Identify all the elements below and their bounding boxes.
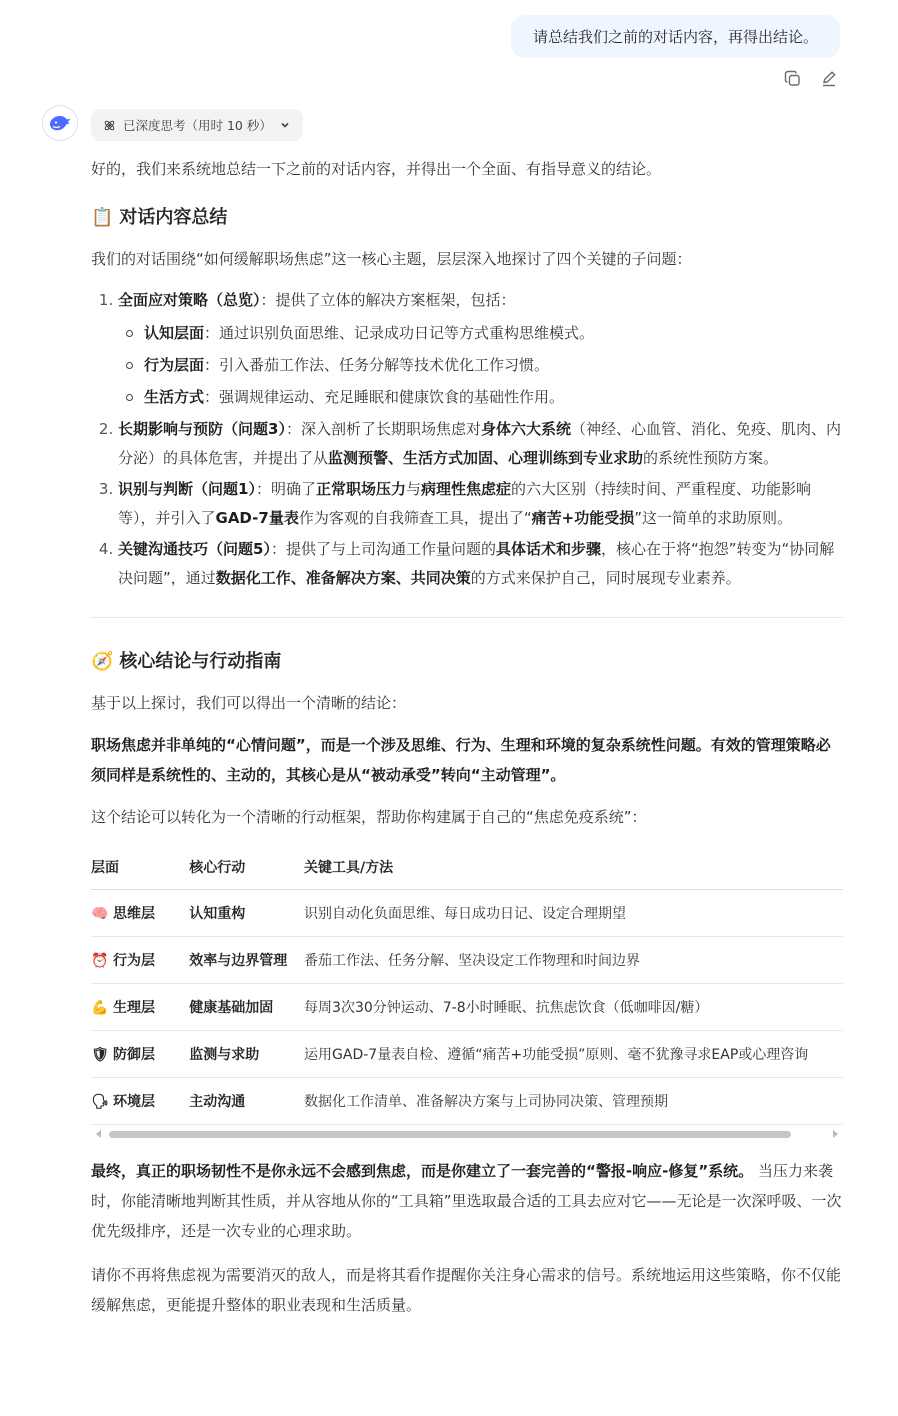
core-title: 核心结论与行动指南 (119, 651, 282, 672)
sub-list (118, 317, 843, 413)
table-row (91, 890, 843, 937)
list-item: 生活方式：强调规律运动、充足睡眠和健康饮食的基础性作用。 (144, 381, 843, 413)
scrollbar-thumb[interactable] (109, 1131, 791, 1138)
flexed-arm-icon: 💪 (91, 1000, 109, 1016)
list-item: 认知层面：通过识别负面思维、记录成功日记等方式重构思维模式。 (144, 317, 843, 349)
core-heading (91, 648, 843, 676)
column-header: 核心行动 (189, 844, 304, 890)
tools-cell: 番茄工作法、任务分解、坚决设定工作物理和时间边界 (304, 937, 843, 984)
layer-cell: 💪 生理层 (91, 984, 189, 1031)
alarm-clock-icon: ⏰ (91, 953, 109, 969)
table-row (91, 937, 843, 984)
whale-logo-icon (48, 114, 72, 132)
list-item: 3. 识别与判断（问题1）：明确了正常职场压力与病理性焦虑症的六大区别（持续时间、严重程度、功能影响等），并引入了GAD-7量表作为客观的自我筛查工具，提出了“痛苦+功能受损”这一简单的求助原则。 (118, 475, 843, 533)
deep-think-label: 已深度思考（用时 10 秒） (123, 118, 272, 133)
item-title: 长期影响与预防（问题3） (118, 420, 286, 438)
list-item: 1. 全面应对策略（总览）：提供了立体的解决方案框架，包括： 认知层面：通过识别负面思维、记录成功日记等方式重构思维模式。 行为层面：引入番茄工作法、任务分解等技术优化工作习惯。 生活方式：强调规律运动、充足睡眠和健康饮食的基础性作用。 (118, 286, 843, 413)
tools-cell: 识别自动化负面思维、每日成功日记、设定合理期望 (304, 890, 843, 937)
column-header: 层面 (91, 844, 189, 890)
action-cell: 效率与边界管理 (189, 937, 304, 984)
assistant-avatar (42, 105, 78, 141)
tools-cell: 运用GAD-7量表自检、遵循“痛苦+功能受损”原则、毫不犹豫寻求EAP或心理咨询 (304, 1031, 843, 1078)
action-cell: 主动沟通 (189, 1078, 304, 1125)
clipboard-icon: 📋 (91, 207, 114, 228)
framework-table (91, 844, 843, 1125)
action-cell: 认知重构 (189, 890, 304, 937)
atom-icon (103, 119, 116, 132)
copy-icon[interactable] (782, 68, 804, 90)
chevron-down-icon (279, 119, 291, 131)
table-header-row (91, 844, 843, 890)
user-message-actions (782, 68, 840, 90)
scrollbar-track[interactable] (109, 1131, 825, 1138)
column-header: 关键工具/方法 (304, 844, 843, 890)
summary-list (91, 286, 843, 593)
user-message-text: 请总结我们之前的对话内容，再得出结论。 (532, 28, 818, 46)
speaking-head-icon: 🗣 (91, 1094, 109, 1110)
brain-icon: 🧠 (91, 906, 109, 922)
table-row (91, 1078, 843, 1125)
item-title: 识别与判断（问题1） (118, 480, 256, 498)
action-cell: 健康基础加固 (189, 984, 304, 1031)
core-conclusion: 职场焦虑并非单纯的“心情问题”，而是一个涉及思维、行为、生理和环境的复杂系统性问题。有效的管理策略必须同样是系统性的、主动的，其核心是从“被动承受”转向“主动管理”。 (91, 736, 831, 784)
framework-table-container (91, 844, 843, 1125)
compass-icon: 🧭 (91, 651, 114, 672)
final-paragraph: 最终，真正的职场韧性不是你永远不会感到焦虑，而是你建立了一套完善的“警报-响应-修复”系统。 当压力来袭时，你能清晰地判断其性质，并从容地从你的“工具箱”里选取最合适的工具去应对它——无论是一次深呼吸、一次优先级排序，还是一次专业的心理求助。 (91, 1162, 842, 1240)
deep-think-toggle[interactable] (91, 109, 303, 141)
table-row (91, 984, 843, 1031)
summary-title: 对话内容总结 (119, 207, 228, 228)
shield-icon: 🛡 (91, 1047, 109, 1063)
tools-cell: 数据化工作清单、准备解决方案与上司协同决策、管理预期 (304, 1078, 843, 1125)
item-title: 关键沟通技巧（问题5） (118, 540, 271, 558)
list-item: 行为层面：引入番茄工作法、任务分解等技术优化工作习惯。 (144, 349, 843, 381)
intro-text: 好的，我们来系统地总结一下之前的对话内容，并得出一个全面、有指导意义的结论。 (91, 160, 662, 178)
table-row (91, 1031, 843, 1078)
list-item: 2. 长期影响与预防（问题3）：深入剖析了长期职场焦虑对身体六大系统（神经、心血管、消化、免疫、肌肉、内分泌）的具体危害，并提出了从监测预警、生活方式加固、心理训练到专业求助的系统性预防方案。 (118, 415, 843, 473)
layer-cell: 🛡 防御层 (91, 1031, 189, 1078)
framework-lead: 这个结论可以转化为一个清晰的行动框架，帮助你构建属于自己的“焦虑免疫系统”： (91, 808, 647, 826)
list-item: 4. 关键沟通技巧（问题5）：提供了与上司沟通工作量问题的具体话术和步骤，核心在于将“抱怨”转变为“协同解决问题”，通过数据化工作、准备解决方案、共同决策的方式来保护自己，同时展现专业素养。 (118, 535, 843, 593)
closing-paragraph: 请你不再将焦虑视为需要消灭的敌人，而是将其看作提醒你关注身心需求的信号。系统地运用这些策略，你不仅能缓解焦虑，更能提升整体的职业表现和生活质量。 (91, 1266, 842, 1314)
layer-cell: ⏰ 行为层 (91, 937, 189, 984)
layer-cell: 🧠 思维层 (91, 890, 189, 937)
section-divider (91, 617, 843, 618)
item-title: 全面应对策略（总览） (118, 291, 261, 309)
layer-cell: 🗣 环境层 (91, 1078, 189, 1125)
scroll-left-arrow-icon[interactable] (96, 1130, 101, 1138)
assistant-response (91, 152, 843, 1320)
core-lead: 基于以上探讨，我们可以得出一个清晰的结论： (91, 694, 407, 712)
summary-lead: 我们的对话围绕“如何缓解职场焦虑”这一核心主题，层层深入地探讨了四个关键的子问题： (91, 250, 692, 268)
scroll-right-arrow-icon[interactable] (833, 1130, 838, 1138)
edit-icon[interactable] (818, 68, 840, 90)
summary-heading (91, 204, 843, 232)
tools-cell: 每周3次30分钟运动、7-8小时睡眠、抗焦虑饮食（低咖啡因/糖） (304, 984, 843, 1031)
user-message-bubble (511, 15, 840, 58)
table-horizontal-scrollbar[interactable] (91, 1128, 843, 1142)
action-cell: 监测与求助 (189, 1031, 304, 1078)
